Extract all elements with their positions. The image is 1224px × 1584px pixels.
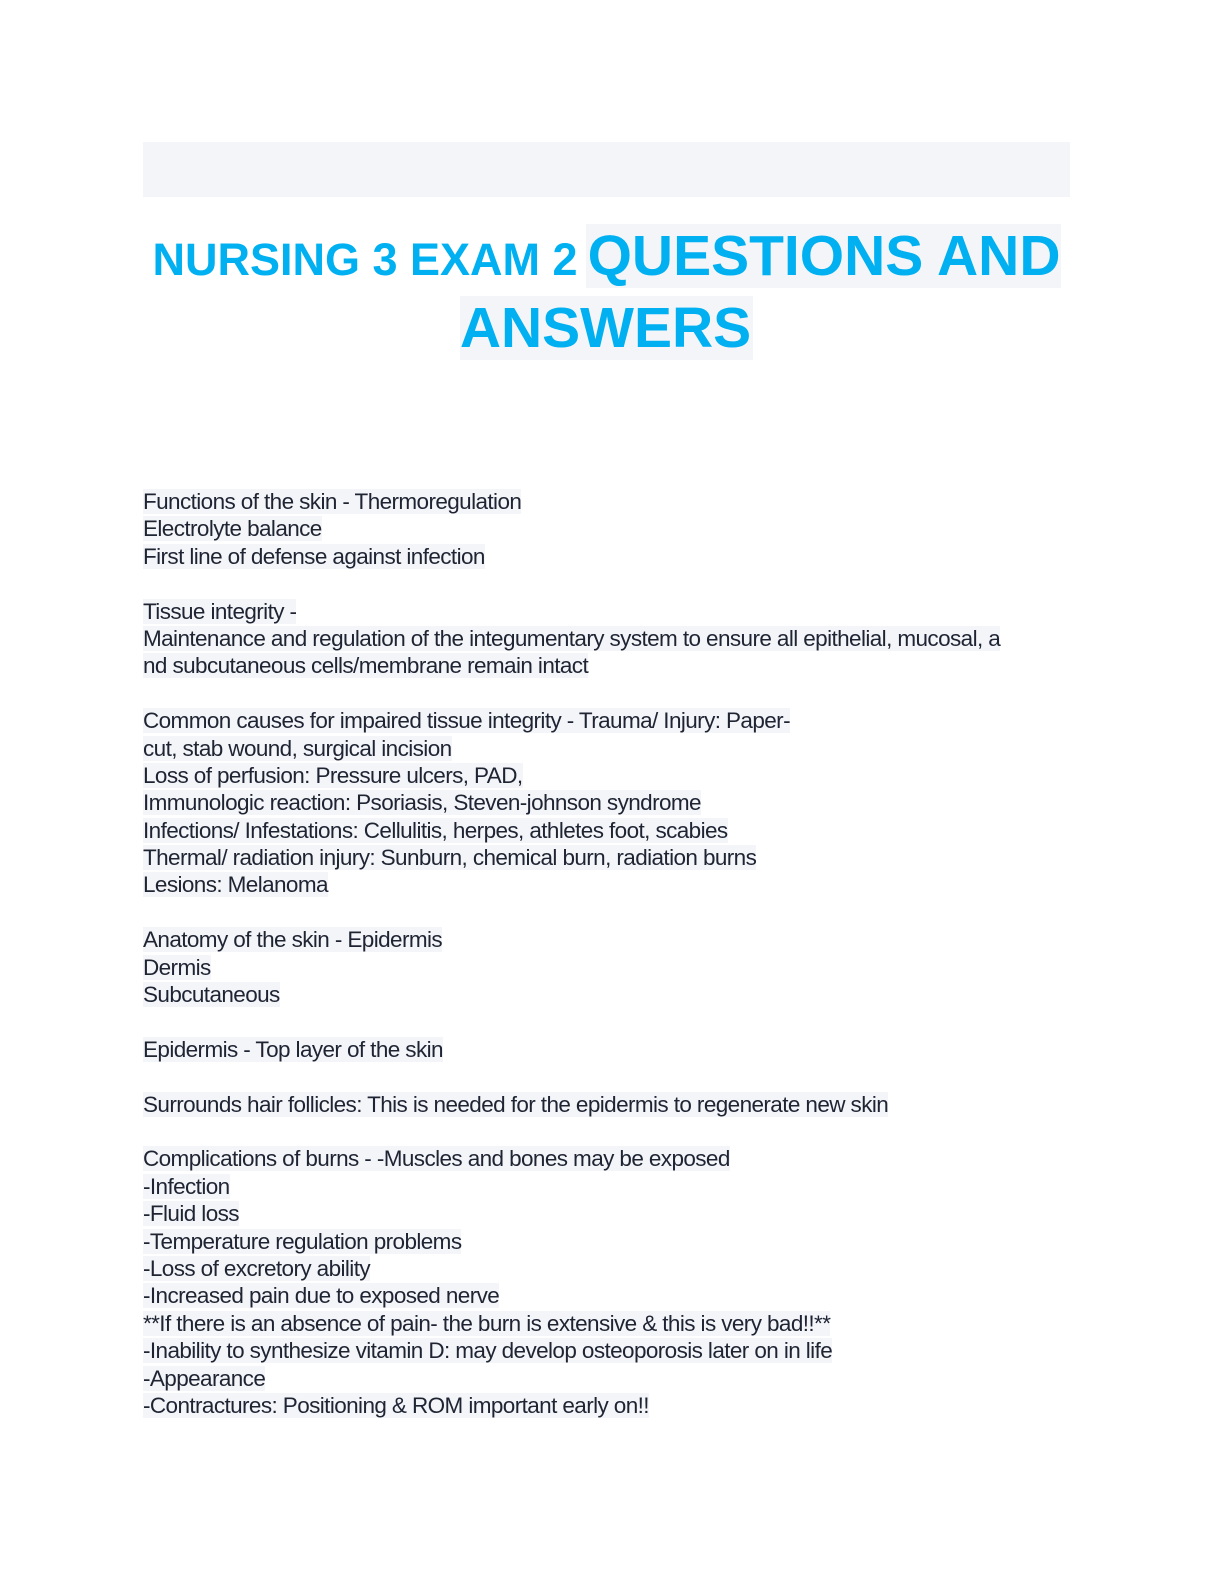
text-line-content: Tissue integrity - [143, 598, 297, 624]
text-line [143, 817, 1083, 844]
block-gap [143, 680, 1083, 707]
text-block [143, 488, 1083, 570]
document-body [143, 488, 1083, 1419]
text-line-content: Subcutaneous [143, 982, 280, 1008]
text-line-content: Immunologic reaction: Psoriasis, Steven-johnson syndrome [143, 790, 701, 816]
text-line-content: -Fluid loss [143, 1201, 239, 1227]
text-line-content: -Loss of excretory ability [143, 1255, 370, 1281]
text-line [143, 844, 1083, 871]
text-block [143, 1036, 1083, 1063]
text-line-content: Lesions: Melanoma [143, 872, 328, 898]
title-part-1: NURSING 3 EXAM 2 [152, 234, 578, 285]
text-line-content: Common causes for impaired tissue integrity - Trauma/ Injury: Paper- [143, 708, 790, 734]
text-line [143, 735, 1083, 762]
text-line [143, 707, 1083, 734]
text-line-content: Functions of the skin - Thermoregulation [143, 489, 522, 514]
block-gap [143, 570, 1083, 597]
text-line [143, 1145, 1083, 1172]
text-line-content: -Infection [143, 1173, 230, 1199]
text-line [143, 1036, 1083, 1063]
text-line-content: Anatomy of the skin - Epidermis [143, 927, 443, 953]
text-line [143, 1310, 1083, 1337]
text-line [143, 1282, 1083, 1309]
text-line-content: Loss of perfusion: Pressure ulcers, PAD, [143, 762, 523, 788]
text-line [143, 1392, 1083, 1419]
text-block [143, 926, 1083, 1008]
text-line [143, 1200, 1083, 1227]
text-line [143, 954, 1083, 981]
text-line-content: -Contractures: Positioning & ROM important early on!! [143, 1392, 649, 1418]
text-line-content: -Appearance [143, 1365, 266, 1391]
text-line-content: -Inability to synthesize vitamin D: may develop osteoporosis later on in life [143, 1338, 833, 1364]
text-line [143, 981, 1083, 1008]
text-line [143, 1337, 1083, 1364]
text-line [143, 652, 1083, 679]
document-title [143, 224, 1070, 368]
text-line [143, 762, 1083, 789]
text-line-content: Electrolyte balance [143, 516, 322, 542]
text-line-content: -Temperature regulation problems [143, 1228, 462, 1254]
text-line [143, 515, 1083, 542]
text-line-content: -Increased pain due to exposed nerve [143, 1283, 500, 1309]
text-line [143, 598, 1083, 625]
text-line-content: First line of defense against infection [143, 543, 485, 569]
text-line [143, 1091, 1083, 1118]
text-line [143, 543, 1083, 570]
text-line [143, 926, 1083, 953]
text-line-content: Complications of burns - -Muscles and bones may be exposed [143, 1146, 730, 1172]
text-line-content: **If there is an absence of pain- the burn is extensive & this is very bad!!** [143, 1310, 831, 1336]
text-block [143, 1145, 1083, 1419]
block-gap [143, 1008, 1083, 1035]
text-line [143, 625, 1083, 652]
text-line [143, 488, 1083, 515]
text-line-content: Maintenance and regulation of the integumentary system to ensure all epithelial, mucosal, a [143, 625, 1001, 651]
text-line [143, 1365, 1083, 1392]
text-line [143, 871, 1083, 898]
header-band [143, 142, 1070, 197]
text-line [143, 789, 1083, 816]
text-line [143, 1173, 1083, 1200]
text-line-content: nd subcutaneous cells/membrane remain intact [143, 653, 589, 679]
text-line-content: cut, stab wound, surgical incision [143, 735, 452, 761]
block-gap [143, 1118, 1083, 1145]
text-line-content: Dermis [143, 954, 211, 980]
text-line-content: Infections/ Infestations: Cellulitis, herpes, athletes foot, scabies [143, 817, 728, 843]
block-gap [143, 1063, 1083, 1090]
text-block [143, 1091, 1083, 1118]
block-gap [143, 899, 1083, 926]
text-line-content: Surrounds hair follicles: This is needed for the epidermis to regenerate new skin [143, 1091, 889, 1117]
text-line-content: Epidermis - Top layer of the skin [143, 1036, 443, 1062]
text-line [143, 1255, 1083, 1282]
text-block [143, 707, 1083, 899]
title-part-2: QUESTIONS AND ANSWERS [459, 224, 1061, 360]
text-block [143, 598, 1083, 680]
text-line-content: Thermal/ radiation injury: Sunburn, chemical burn, radiation burns [143, 845, 757, 871]
text-line [143, 1228, 1083, 1255]
